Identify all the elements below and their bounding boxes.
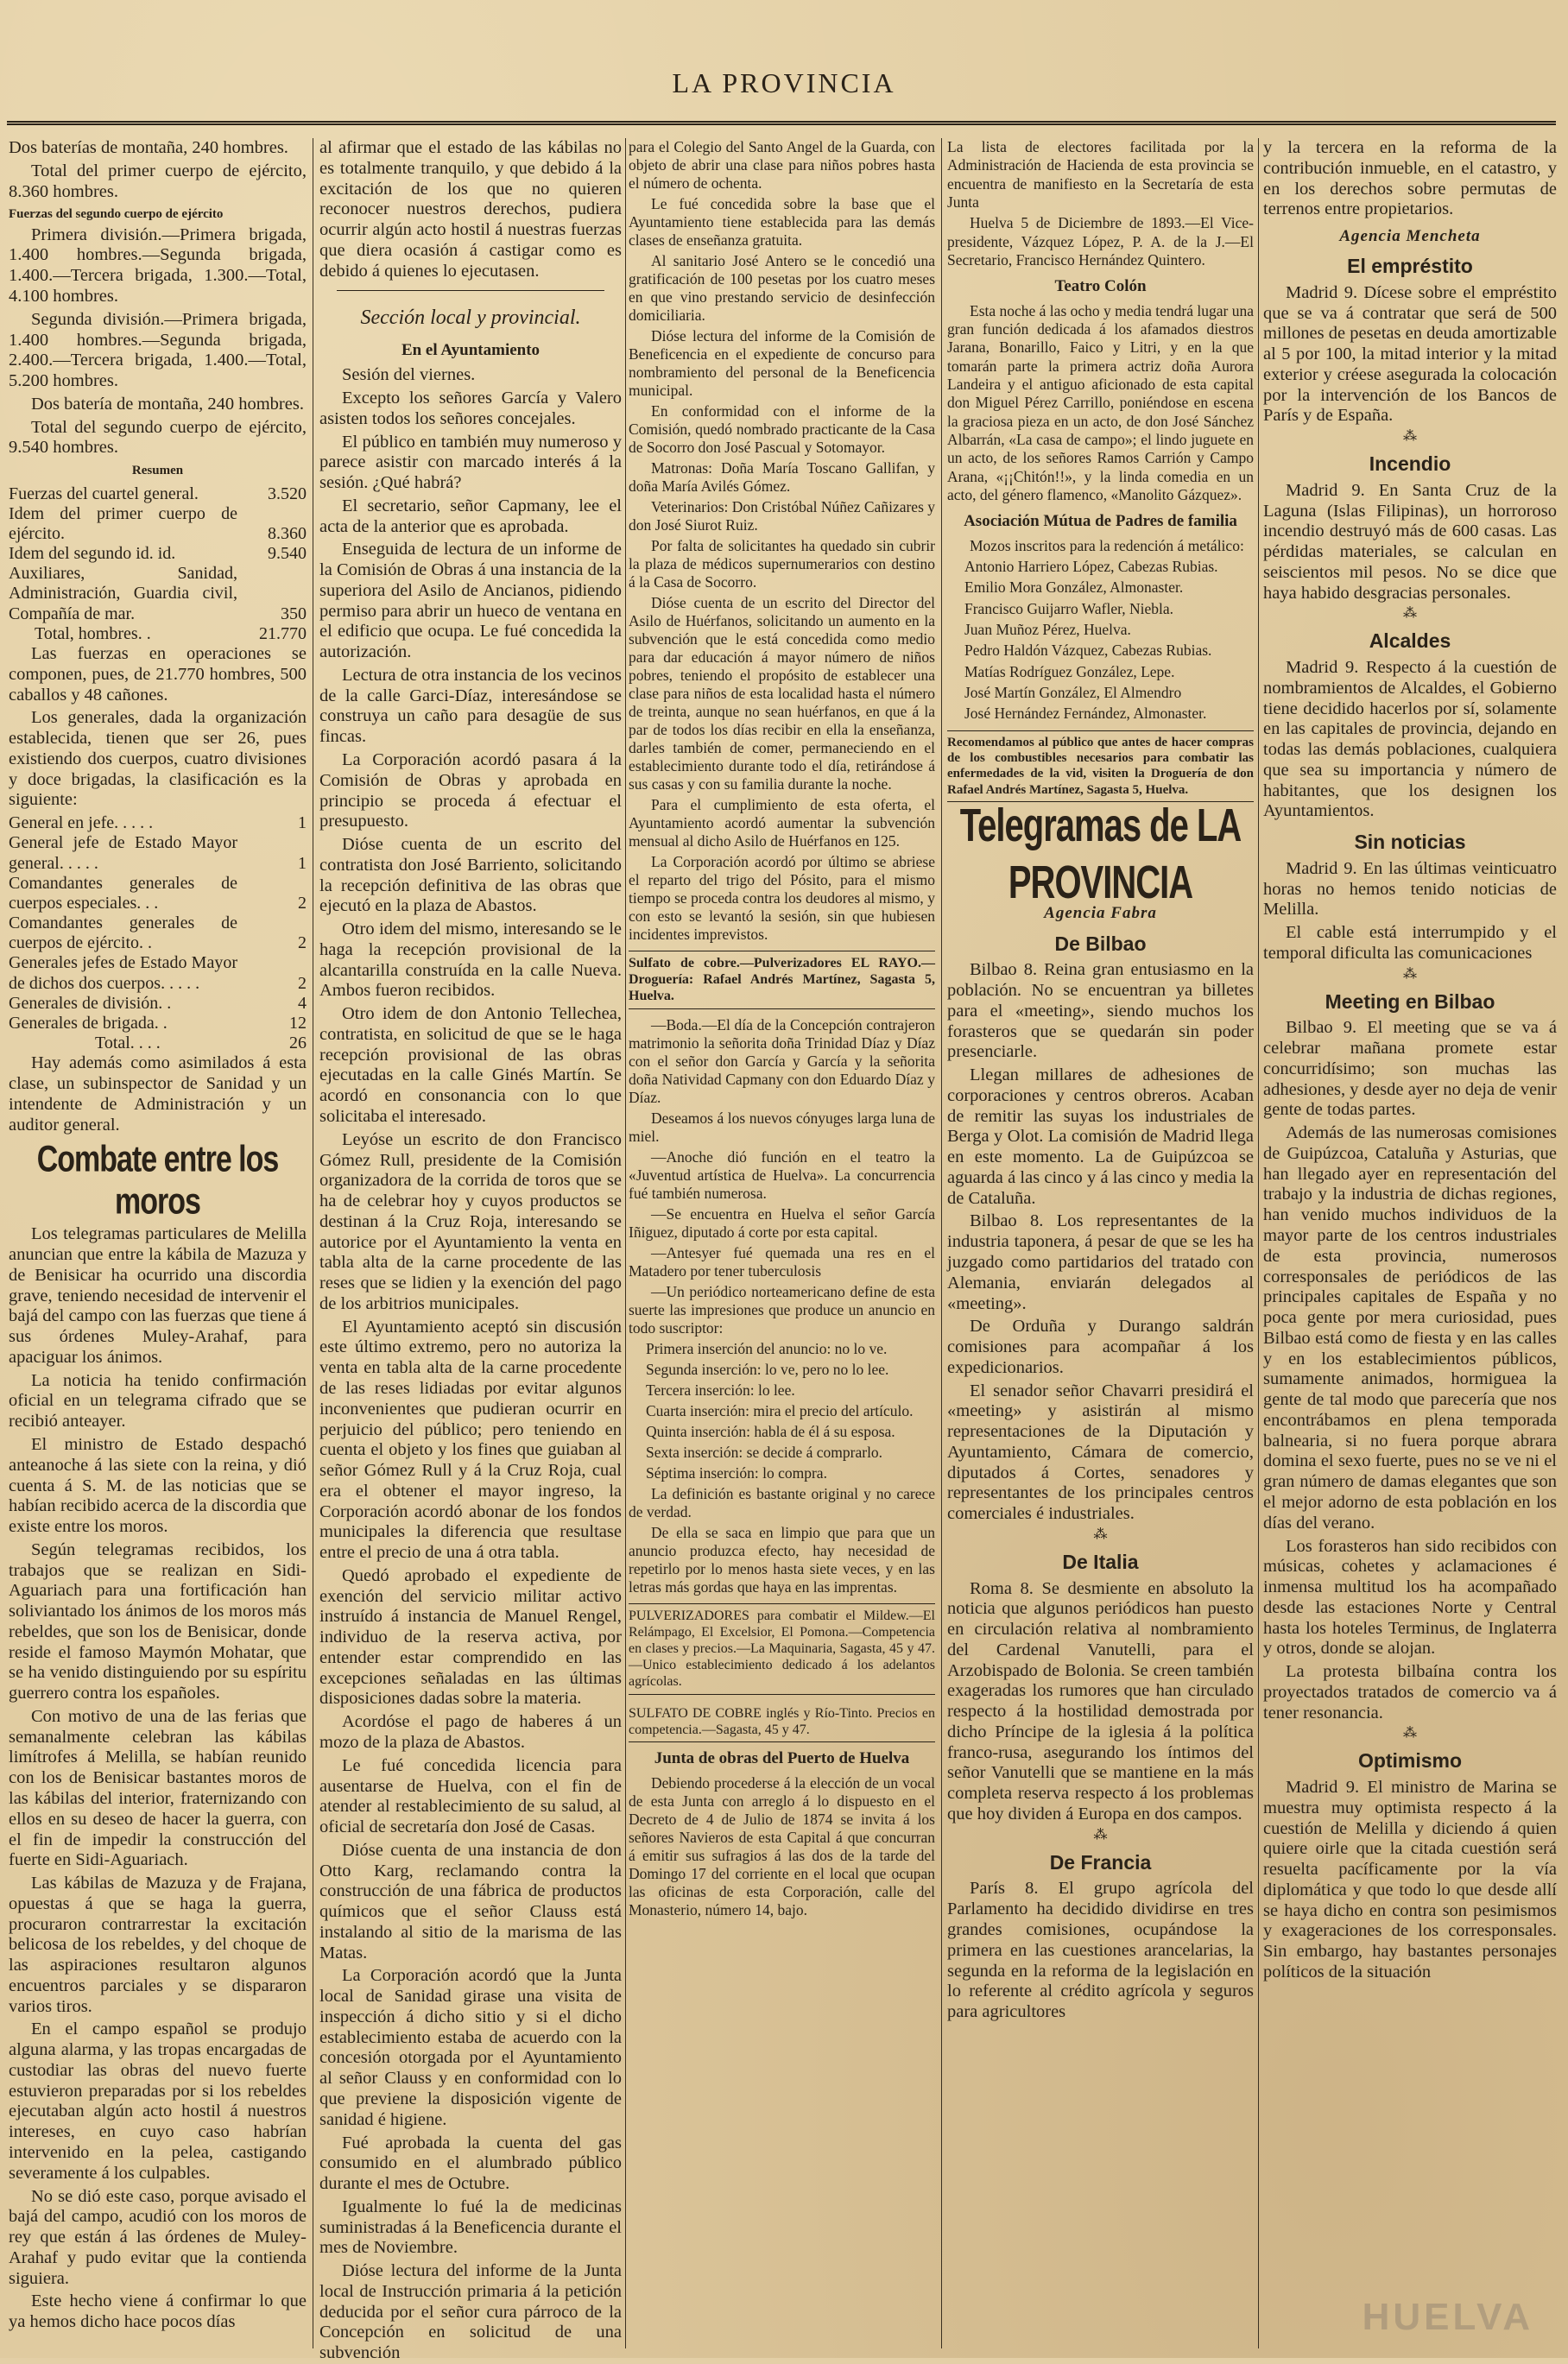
- table-cell: 9.540: [268, 544, 307, 564]
- paragraph: Bilbao 9. El meeting que se va á celebrar mañana promete estar concurridísimo; son muchas las adhesiones, y desde ayer no deja de venir gente de todas partes.: [1263, 1018, 1557, 1120]
- list-item: Juan Muñoz Pérez, Huelva.: [964, 620, 1131, 638]
- paragraph: Total del primer cuerpo de ejército, 8.360 hombres.: [9, 161, 307, 201]
- table-cell: 2: [298, 893, 307, 913]
- table-cell: Generales de división. .: [9, 993, 172, 1013]
- list-item: Cuarta inserción: mira el precio del artículo.: [646, 1401, 914, 1419]
- paragraph: Los forasteros han sido recibidos con músicas, cohetes y aclamaciones é inmensa multitud los ha acompañado desde las estaciones Norte y Central hasta los hoteles Terminus, de Inglaterra y otros, donde se alojan.: [1263, 1536, 1557, 1659]
- ornament: ⁂: [1093, 1827, 1108, 1843]
- paragraph: Madrid 9. En Santa Cruz de la Laguna (Islas Filipinas), un horroroso incendio destruyó más de 600 casas. Las pérdidas materiales, se calculan en seiscientos mil pesos. No se dice que haya habido desgracias personales.: [1263, 480, 1557, 603]
- column-divider: [941, 138, 942, 2348]
- paragraph: Le fué concedida sobre la base que el Ayuntamiento tiene establecida para las demás clases de enseñanza gratuita.: [629, 195, 935, 249]
- paragraph: Bilbao 8. Los representantes de la industria taponera, á pesar de que se les ha juzgado como partidarios del tratado con Alemania, enviarán delegados al «meeting».: [947, 1211, 1254, 1313]
- table-cell: Idem del segundo id. id.: [9, 544, 176, 564]
- paragraph: Madrid 9. En las últimas veinticuatro horas no hemos tenido noticias de Melilla.: [1263, 858, 1557, 920]
- paragraph: Enseguida de lectura de un informe de la Comisión de Obras á una instancia de la superiora del Asilo de Ancianos, pidiendo permiso para abrir un hueco de ventana en el edificio que ocupa. Le fué concedida la autorización.: [319, 540, 622, 662]
- table-cell: Comandantes generales de cuerpos especiales. . .: [9, 873, 237, 913]
- subheading-resumen: Resumen: [131, 464, 184, 478]
- table-cell: 21.770: [259, 623, 307, 643]
- paragraph: Llegan millares de adhesiones de corporaciones y centros obreros. Acaban de remitir las suyas los industriales de Berga y Olot. La comisión de Madrid llega en este momento. La de Guipúzcoa se aguarda á las cinco y á las cinco y media la de Cataluña.: [947, 1065, 1254, 1208]
- ornament: ⁂: [1403, 966, 1417, 982]
- table-cell: 26: [289, 1033, 307, 1053]
- list-item: Francisco Guijarro Wafler, Niebla.: [964, 599, 1173, 617]
- list-item: Primera inserción del anuncio: no lo ve.: [646, 1339, 888, 1357]
- paragraph: Para el cumplimiento de esta oferta, el Ayuntamiento acordó aumentar la subvención mensual al dicho Asilo de Huérfanos en 125.: [629, 796, 935, 850]
- paragraph: No se dió este caso, porque avisado el bajá del campo, acudió con los moros de rey que están á las órdenes de Muley-Arahaf y pudo evitar que la contienda siguiera.: [9, 2186, 307, 2288]
- paragraph: Bilbao 8. Reina gran entusiasmo en la población. No se encuentran ya billetes para el «meeting», siendo muchos los forasteros que se quedarán sin poder presenciarle.: [947, 960, 1254, 1062]
- combate-title: Combate entre los moros: [36, 1139, 279, 1223]
- paragraph: —Se encuentra en Huelva el señor García Iñiguez, diputado á corte por esta capital.: [629, 1204, 935, 1241]
- paragraph: Los telegramas particulares de Melilla anuncian que entre la kábila de Mazuza y de Benisicar ha ocurrido una discordia grave, teniendo necesidad de intervenir el bajá del campo con las fuerzas que tiene á sus órdenes Muley-Arahaf, para apaciguar los ánimos.: [9, 1224, 307, 1367]
- table-cell: 1: [298, 853, 307, 873]
- table-row: [9, 484, 307, 504]
- paragraph: El Ayuntamiento aceptó sin discusión este último extremo, pero no autoriza la venta en tabla alta de la carne procedente de las reses lidiadas por evitar algunos inconvenientes que pudieran ocurrir en perjuicio del público; pero teniendo en cuenta el objeto y los fines que guiaban al señor Gómez Rull y á la Cruz Roja, cual era el obtener el mayor ingreso, la Corporación acordó abonar de los fondos municipales la diferencia que resultase entre el precio de una á otra tabla.: [319, 1317, 622, 1563]
- telegram-heading: De Francia: [1049, 1850, 1152, 1874]
- list-item: Quinta inserción: habla de él á su esposa.: [646, 1422, 895, 1440]
- table-row: [9, 564, 307, 624]
- table-cell: Total, hombres. .: [35, 623, 151, 643]
- subheading: Fuerzas del segundo cuerpo de ejército: [9, 207, 224, 222]
- paragraph: Dos batería de montaña, 240 hombres.: [31, 394, 304, 414]
- paragraph: Madrid 9. El ministro de Marina se muestra muy optimista respecto á la cuestión de Melilla y diciendo á quien quiere oirle que la citada cuestión será resuelta pacíficamente por la vía diplomática y que todo lo que desde allí se haya dicho en contra son pesimismos y exageraciones de los corresponsales. Sin embargo, hay bastantes personajes políticos de la situación: [1263, 1778, 1557, 1982]
- paragraph: Sesión del viernes.: [342, 365, 476, 385]
- paragraph: Al sanitario José Antero se le concedió una gratificación de 100 pesetas por los cuatro meses en que vino prestando servicio de desinfección domiciliaria.: [629, 252, 935, 324]
- table-cell: Auxiliares, Sanidad, Administración, Guardia civil, Compañía de mar.: [9, 564, 237, 623]
- advert-pulverizadores: PULVERIZADORES para combatir el Mildew.—El Relámpago, El Excelsior, El Pomona.—Competencia en clases y precios.—La Maquinaria, Sagasta, 45 y 47.—Unico establecimiento dedicado á los adelantos agrícolas.: [629, 1603, 935, 1695]
- paragraph: —Anoche dió función en el teatro la «Juventud artística de Huelva». La concurrencia fué también numerosa.: [629, 1147, 935, 1202]
- column-5: [1263, 138, 1557, 2348]
- paragraph: La protesta bilbaína contra los proyectados tratados de comercio va á tener resonancia.: [1263, 1662, 1557, 1722]
- table-cell: 2: [298, 933, 307, 953]
- column-divider: [625, 138, 626, 2348]
- ornament: ⁂: [1403, 606, 1417, 622]
- ornament: ⁂: [1403, 429, 1417, 445]
- teatro-title: Teatro Colón: [1054, 277, 1147, 296]
- paragraph: Dióse cuenta de una instancia de don Otto Karg, reclamando contra la construcción de una fábrica de productos químicos que el señor Clauss está instalando al sitio de la marisma de las Matas.: [319, 1840, 622, 1963]
- telegram-heading: Sin noticias: [1354, 831, 1466, 854]
- column-2: [319, 138, 622, 2363]
- paragraph: Esta noche á las ocho y media tendrá lugar una gran función dedicada á los afamados diestros Jarana, Bonarillo, Faico y Litri, y en la que tomarán parte la primera actriz doña Aurora Landeira y el antiguo aficionado de esta capital don Miguel Pérez Carrillo, poniéndose en escena la graciosa pieza en un acto, de don José Sánchez Albarrán, «La casa de campo»; el lindo juguete en un acto, de los señores Ramos Carrión y Campo Arana, «¡¡Chitón!!», y la linda comedia en un acto, del género flamenco, «Manolito Gázquez».: [947, 301, 1254, 504]
- section-title: Sección local y provincial.: [360, 307, 581, 330]
- ornament: ⁂: [1093, 1526, 1108, 1542]
- table-row: [9, 833, 307, 873]
- paragraph: De Orduña y Durango saldrán comisiones para acompañar á los expedicionarios.: [947, 1317, 1254, 1377]
- telegram-heading: Optimismo: [1357, 1749, 1463, 1773]
- paragraph: París 8. El grupo agrícola del Parlamento ha decidido dividirse en tres grandes comisiones, ocupándose la primera en las cuestiones arancelarias, la segunda en la reforma de la legislación en lo referente al crédito agrícola y seguros para agricultores: [947, 1879, 1254, 2022]
- paragraph: al afirmar que el estado de las kábilas no es totalmente tranquilo, y que debido á la excitación de los que no quieren reconocer nuestros derechos, pudiera ocurrir algún acto hostil á nuestras fuerzas que diera ocasión á castigar como es debido á quienes lo ejecutasen.: [319, 138, 622, 281]
- paragraph: Este hecho viene á confirmar lo que ya hemos dicho hace pocos días: [9, 2291, 307, 2332]
- paragraph: Quedó aprobado el expediente de exención del servicio militar activo instruído á instancia de Manuel Rengel, individuo de la reserva activa, por entender estar comprendido en las excepciones señaladas en las últimas disposiciones dadas sobre la materia.: [319, 1565, 622, 1709]
- table-row: [9, 544, 307, 564]
- paragraph: Por falta de solicitantes ha quedado sin cubrir la plaza de médicos supernumerarios con destino á la Casa de Socorro.: [629, 537, 935, 591]
- table-row: [9, 913, 307, 953]
- table-row: [9, 504, 307, 544]
- subheading: En el Ayuntamiento: [401, 341, 541, 360]
- table-cell: 350: [281, 604, 307, 623]
- archive-watermark: HUELVA: [1362, 2296, 1533, 2338]
- paragraph: Le fué concedida licencia para ausentarse de Huelva, con el fin de atender al restablecimiento de su salud, al oficial de secretaría don José de Casas.: [319, 1755, 622, 1837]
- paragraph: Primera división.—Primera brigada, 1.400 hombres.—Segunda brigada, 1.400.—Tercera brigada, 1.300.—Total, 4.100 hombres.: [9, 224, 307, 306]
- column-divider: [1258, 138, 1259, 2348]
- list-item: Séptima inserción: lo compra.: [646, 1463, 827, 1482]
- table-cell: 1: [298, 813, 307, 833]
- paragraph: El público en también muy numeroso y parece asistir con marcado interés á la sesión. ¿Qué habrá?: [319, 432, 622, 493]
- telegram-heading: De Italia: [1062, 1550, 1139, 1573]
- paragraph: —Un periódico norteamericano define de esta suerte las impresiones que produce un anuncio en todo suscriptor:: [629, 1282, 935, 1337]
- telegram-heading: Incendio: [1369, 452, 1451, 476]
- paragraph: Con motivo de una de las ferias que semanalmente celebran las kábilas limítrofes á Melilla, se habían reunido con los de Benisicar bastantes moros de las kábilas del interior, fraternizando con ellos en su deseo de hacer la guerra, con el fin de impedir la construcción del fuerte en Sidi-Aguariach.: [9, 1706, 307, 1870]
- paragraph: Debiendo procederse á la elección de un vocal de esta Junta con arreglo á lo dispuesto en el Decreto de 4 de Julio de 1874 se invita á los señores Navieros de esta Capital á que concurran á emitir sus sufragios á las dos de la tarde del Domingo 17 del corriente en el local que ocupan las oficinas de esta Corporación, calle del Monasterio, número 14, bajo.: [629, 1773, 935, 1918]
- paragraph: —Boda.—El día de la Concepción contrajeron matrimonio la señorita doña Trinidad Díaz y Díaz con el señor don García y García y la señorita doña Natividad Capmany con don Eduardo Díaz y Díaz.: [629, 1015, 935, 1106]
- paragraph: Excepto los señores García y Valero asisten todos los señores concejales.: [319, 388, 622, 428]
- table-row: [9, 1033, 307, 1053]
- table-row: [9, 1014, 307, 1033]
- table-cell: 2: [298, 973, 307, 993]
- paragraph: El cable está interrumpido y el temporal dificulta las comunicaciones: [1263, 923, 1557, 963]
- paragraph: El senador señor Chavarri presidirá el «meeting» y asistirán al mismo representaciones de la Diputación y Ayuntamiento, Cámara de comercio, diputados á Cortes, senadores y representantes de los principales centros comerciales é industriales.: [947, 1381, 1254, 1524]
- generales-table: [9, 813, 307, 1053]
- list-item: Sexta inserción: se decide á comprarlo.: [646, 1443, 883, 1461]
- paragraph: Dióse cuenta de un escrito del Director del Asilo de Huérfanos, solicitando un aumento en la subvención que le está concedida como medio para dar educación á mayor número de niños pobres, teniendo el propósito de establecer una clase para niños de esta localidad hasta el número de treinta, aunque no sean huérfanos, en que á la par de todos los días recibir en ella la enseñanza, darles también de comer, permaneciendo en el establecimiento durante todo el día, retirándose á sus casas y con su familia durante la noche.: [629, 594, 935, 793]
- advert-sulfato: Sulfato de cobre.—Pulverizadores EL RAYO.—Droguería: Rafael Andrés Martínez, Sagasta 5, Huelva.: [629, 951, 935, 1009]
- paragraph: Igualmente lo fué la de medicinas suministradas á la Beneficencia durante el mes de Noviembre.: [319, 2196, 622, 2258]
- paragraph: La noticia ha tenido confirmación oficial en un telegrama cifrado que se recibió anteayer.: [9, 1370, 307, 1432]
- telegram-heading: Alcaldes: [1369, 629, 1451, 653]
- paragraph: La lista de electores facilitada por la Administración de Hacienda de esta provincia se encuentra de manifiesto en la Secretaría de esta Junta: [947, 138, 1254, 212]
- table-cell: Generales de brigada. .: [9, 1014, 168, 1033]
- paragraph: para el Colegio del Santo Angel de la Guarda, con objeto de abrir una clase para niños pobres hasta el número de ochenta.: [629, 138, 935, 192]
- paragraph: En el campo español se produjo alguna alarma, y las tropas encargadas de custodiar las obras del nuevo fuerte estuvieron preparadas por si los rebeldes ejecutaban algún acto hostil á nuestros intereses, en cuyo caso habrían intervenido en la pelea, castigando severamente á los culpables.: [9, 2020, 307, 2183]
- table-row: [9, 953, 307, 993]
- list-item: Emilio Mora González, Almonaster.: [964, 578, 1184, 597]
- masthead: LA PROVINCIA: [672, 67, 896, 98]
- paragraph: Roma 8. Se desmiente en absoluto la noticia que algunos periódicos han puesto en circulación relativa al nombramiento del Cardenal Vanutelli, para el Arzobispado de Bolonia. Se creen también exageradas los rumores que han circulado respecto á la hostilidad demostrada por dicho Príncipe de la iglesia á la política franco-rusa, asegurando los íntimos del señor Vanutelli que se mantiene en la más completa reserva respecto á los problemas que hoy dividen á Europa en dos campos.: [947, 1578, 1254, 1824]
- paragraph: Las fuerzas en operaciones se componen, pues, de 21.770 hombres, 500 caballos y 48 cañones.: [9, 644, 307, 705]
- paragraph: Dióse lectura del informe de la Comisión de Beneficencia en el expediente de concurso para nombramiento del personal de la Beneficencia municipal.: [629, 327, 935, 399]
- paragraph: y la tercera en la reforma de la contribución inmueble, en el catastro, y en los derechos sobre permutas de terrenos entre propietarios.: [1263, 138, 1557, 219]
- table-cell: Generales jefes de Estado Mayor de dichos dos cuerpos. . . . .: [9, 953, 237, 993]
- paragraph: Los generales, dada la organización establecida, tienen que ser 26, pues existiendo dos cuerpos, cuatro divisiones y doce brigadas, la clasificación es la siguiente:: [9, 708, 307, 810]
- masthead-rule: [7, 121, 1556, 125]
- table-cell: General en jefe. . . . .: [9, 813, 154, 833]
- table-cell: 3.520: [268, 484, 307, 503]
- column-3: [629, 138, 935, 2348]
- table-cell: Total. . . .: [95, 1033, 161, 1053]
- telegram-body: [947, 932, 1254, 2023]
- paragraph: Dióse cuenta de un escrito del contratista don José Barriento, solicitando la recepción definitiva de las obras que ejecutó en la plaza de Abastos.: [319, 835, 622, 916]
- paragraph: De ella se saca en limpio que para que un anuncio produzca efecto, hay necesidad de repetirlo por lo menos hasta siete veces, y en las letras más gordas que haya en las imprentas.: [629, 1523, 935, 1596]
- paragraph: La Corporación acordó por último se abriese el reparto del trigo del Pósito, para el mismo tiempo se proceda contra los deudores al mismo, y con esto se levantó la sesión, sin que hubiesen incidentes imprevistos.: [629, 853, 935, 943]
- paragraph: Veterinarios: Don Cristóbal Núñez Cañizares y don José Siurot Ruiz.: [629, 498, 936, 534]
- paragraph: Deseamos á los nuevos cónyuges larga luna de miel.: [629, 1109, 935, 1145]
- telegram-heading: Meeting en Bilbao: [1325, 989, 1495, 1013]
- agency-name: Agencia Mencheta: [1339, 227, 1481, 246]
- list-item: Tercera inserción: lo lee.: [646, 1381, 795, 1399]
- recommendation-note: Recomendamos al público que antes de hacer compras de los combustibles necesarios para combatir las enfermedades de la vid, visiten la Droguería de don Rafael Andrés Martínez, Sagasta 5, Huelva.: [947, 730, 1254, 802]
- paragraph: Hay además como asimilados á esta clase, un subinspector de Sanidad y un intendente de Administración y un auditor general.: [9, 1053, 307, 1135]
- paragraph: Acordóse el pago de haberes á un mozo de la plaza de Abastos.: [319, 1712, 622, 1752]
- column-4: [947, 138, 1254, 2348]
- paragraph: En conformidad con el informe de la Comisión, quedó nombrado practicante de la Casa de Socorro don José Pascual y Sotomayor.: [629, 402, 935, 456]
- paragraph: Fué aprobada la cuenta del gas consumido en el alumbrado público durante el mes de Octubre.: [319, 2133, 622, 2194]
- paragraph: Segunda división.—Primera brigada, 1.400 hombres.—Segunda brigada, 2.400.—Tercera brigada, 1.400.—Total, 5.200 hombres.: [9, 309, 307, 391]
- table-row: [9, 874, 307, 913]
- table-cell: 8.360: [268, 523, 307, 543]
- paragraph: Dióse lectura del informe de la Junta local de Instrucción primaria á la petición deducida por el señor cura párroco de la Concepción en solicitud de una subvención: [319, 2261, 622, 2363]
- table-cell: Comandantes generales de cuerpos de ejército. .: [9, 913, 237, 953]
- paragraph: La Corporación acordó que la Junta local de Sanidad girase una visita de inspección á dicho sitio y si el dicho establecimiento estaba de acuerdo con la concesión otorgada por el Ayuntamiento al señor Clauss y en conformidad con lo que previene la disposición vigente de sanidad é higiene.: [319, 1966, 622, 2129]
- list-item: José Martín González, El Almendro: [964, 683, 1182, 701]
- paragraph: Según telegramas recibidos, los trabajos que se realizan en Sidi-Aguariach para una fortificación han soliviantado los ánimos de los moros más rebeldes, que son los de Benisicar, donde reside el famoso Maymón Mohatar, que se ha venido distinguiendo por su espíritu guerrero contra los españoles.: [9, 1539, 307, 1703]
- paragraph: Total del segundo cuerpo de ejército, 9.540 hombres.: [9, 417, 307, 458]
- column-1: [9, 138, 307, 2348]
- paragraph: El secretario, señor Capmany, lee el acta de la anterior que es aprobada.: [319, 496, 622, 536]
- paragraph: El ministro de Estado despachó anteanoche á las siete con la reina, y dió cuenta á S. M. de las noticias que se habían recibido acerca de la discordia que existe entre los moros.: [9, 1434, 307, 1537]
- separator: [337, 290, 604, 291]
- paragraph: Matronas: Doña María Toscano Gallifan, y doña María Avilés Gómez.: [629, 459, 935, 495]
- telegramas-title: Telegramas de LA PROVINCIA: [959, 800, 1242, 908]
- asociacion-title: Asociación Mútua de Padres de familia: [964, 512, 1237, 531]
- paragraph: Otro idem de don Antonio Tellechea, contratista, en solicitud de que se le haga recepción provisional de las obras ejecutadas en la calle Ginés Martín. Se acordó en consonancia con lo que solicitaba el interesado.: [319, 1004, 622, 1127]
- advert-sulfato-cobre: SULFATO DE COBRE inglés y Río-Tinto. Precios en competencia.—Sagasta, 45 y 47.: [629, 1702, 935, 1742]
- agency-name: Agencia Fabra: [1044, 904, 1157, 923]
- table-cell: 4: [298, 993, 307, 1013]
- paragraph: Madrid 9. Dícese sobre el empréstito que se va á contratar que será de 500 millones de pesetas en deuda amortizable al 5 por 100, la mitad interior y la mitad exterior y créese asegurada la colocación por la intervención de los Bancos de París y de España.: [1263, 282, 1557, 426]
- paragraph: Dos baterías de montaña, 240 hombres.: [9, 138, 288, 157]
- telegram-heading: El empréstito: [1347, 255, 1473, 278]
- list-item: Segunda inserción: lo ve, pero no lo lee.: [646, 1360, 889, 1378]
- resumen-table: [9, 484, 307, 645]
- telegram-heading: De Bilbao: [1054, 932, 1147, 955]
- table-cell: General jefe de Estado Mayor general. . . . .: [9, 833, 237, 873]
- paragraph: Huelva 5 de Diciembre de 1893.—El Vice-presidente, Vázquez López, P. A. de la J.—El Secretario, Francisco Hernández Quintero.: [947, 214, 1254, 269]
- paragraph: Madrid 9. Respecto á la cuestión de nombramientos de Alcaldes, el Gobierno tiene decidido hacerlos por sí, solamente en las capitales de provincia, dejando en todas las demás poblaciones, cualquiera que sea su importancia y número de habitantes, que los designen los Ayuntamientos.: [1263, 658, 1557, 821]
- junta-title: Junta de obras del Puerto de Huelva: [654, 1748, 910, 1767]
- table-cell: Idem del primer cuerpo de ejército.: [9, 503, 237, 543]
- paragraph: —Antesyer fué quemada una res en el Matadero por tener tuberculosis: [629, 1243, 935, 1280]
- paragraph: Otro idem del mismo, interesando se le haga la recepción provisional de la alcantarilla construída en la calle Nueva. Ambos fueron recibidos.: [319, 920, 622, 1001]
- paragraph: Mozos inscritos para la redención á metálico:: [970, 536, 1244, 554]
- list-item: Matías Rodríguez González, Lepe.: [964, 662, 1175, 680]
- paragraph: Leyóse un escrito de don Francisco Gómez Rull, presidente de la Comisión organizadora de la corrida de toros que se ha de celebrar hoy y cuyos productos se destinan á la Cruz Roja, interesando se autorice por el Ayuntamiento la venta en tabla alta de la carne procedente de las reses que se lidien y la exención del pago de los arbitrios municipales.: [319, 1129, 622, 1313]
- table-cell: 12: [289, 1014, 307, 1033]
- paragraph: La Corporación acordó pasara á la Comisión de Obras y aprobada en principio se proceda á efectuar el presupuesto.: [319, 750, 622, 831]
- paragraph: Lectura de otra instancia de los vecinos de la calle Garci-Díaz, interesándose se construya un caño para desagüe de sus fincas.: [319, 665, 622, 747]
- table-row: [9, 624, 307, 644]
- paragraph: Las kábilas de Mazuza y de Frajana, opuestas á que se haga la guerra, procuraron contrarrestar la excitación belicosa de los rebeldes, y del choque de las aspiraciones resultaron algunos encuentros parciales y se dispararon varios tiros.: [9, 1874, 307, 2016]
- paragraph: Además de las numerosas comisiones de Guipúzcoa, Cataluña y Asturias, que han llegado ayer en representación del trabajo y la industria de dichas regiones, han venido muchos individuos de la mayor parte de los centros industriales de esta provincia, numerosos corresponsales de periódicos de las principales capitales de España y no poca gente por mera curiosidad, pues Bilbao está como de fiesta y en las calles y en los establecimientos públicos, sumamente animados, hormiguea la gente de tal modo que parecería que nos encontrábamos en plena temporada balnearia, si no fuera porque abrara domina el sexo fuerte, pues no se ve ni el gran número de damas elegantes que son el mejor adorno de esta población en los días del verano.: [1263, 1123, 1557, 1533]
- ornament: ⁂: [1403, 1726, 1417, 1741]
- paragraph: La definición es bastante original y no carece de verdad.: [629, 1484, 935, 1520]
- table-cell: Fuerzas del cuartel general.: [9, 484, 199, 503]
- list-item: Pedro Haldón Vázquez, Cabezas Rubias.: [964, 642, 1212, 660]
- table-row: [9, 994, 307, 1014]
- list-item: Antonio Harriero López, Cabezas Rubias.: [964, 557, 1218, 575]
- table-row: [9, 813, 307, 833]
- list-item: José Hernández Fernández, Almonaster.: [964, 705, 1207, 723]
